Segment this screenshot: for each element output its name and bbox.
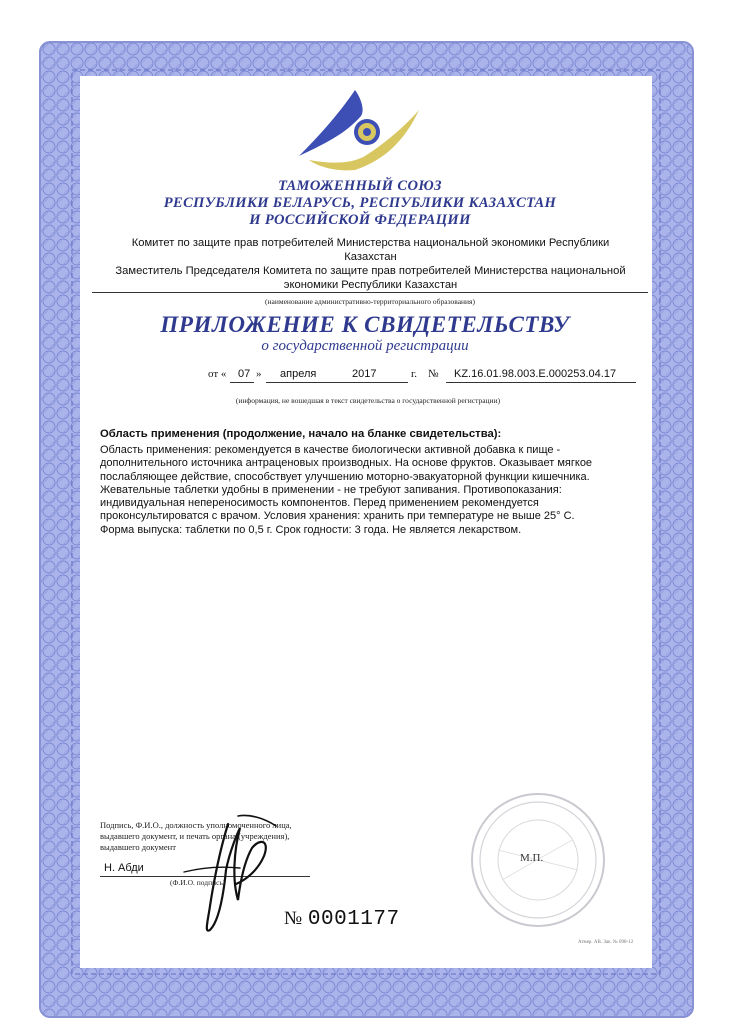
body-line: индивидуальная непереносимость компонентов. Перед применением рекомендуется xyxy=(100,497,539,510)
date-prefix: от « xyxy=(208,368,227,380)
date-day: 07 xyxy=(238,368,251,380)
serial-number xyxy=(284,908,400,931)
union-heading-line-2: РЕСПУБЛИКИ БЕЛАРУСЬ, РЕСПУБЛИКИ КАЗАХСТАН xyxy=(163,195,557,211)
signature-caption-line: выдавшего документ xyxy=(100,842,176,852)
authority-line-1: Комитет по защите прав потребителей Министерства национальной экономики Республики xyxy=(131,237,610,249)
customs-union-emblem-icon xyxy=(295,86,425,172)
body-text xyxy=(100,444,640,537)
body-line: проконсультироватся с врачом. Условия хранения: хранить при температуре не выше 25° С. xyxy=(100,510,575,523)
authority-hint: (наименование административно-территориального образования) xyxy=(264,297,475,306)
body-line: Форма выпуска: таблетки по 0,5 г. Срок годности: 3 года. Не является лекарством. xyxy=(100,523,522,536)
date-month: апреля xyxy=(280,368,317,380)
authority-underline xyxy=(92,292,648,293)
signature-caption-line: Подпись, Ф.И.О., должность уполномоченного лица, xyxy=(100,820,292,830)
union-heading-line-1: ТАМОЖЕННЫЙ СОЮЗ xyxy=(278,178,442,194)
handwritten-signature-icon xyxy=(180,810,290,940)
authority-line-3: Заместитель Председателя Комитета по защите прав потребителей Министерства национальной xyxy=(115,265,626,277)
authority-line-2: Казахстан xyxy=(344,251,397,263)
date-close-quote: » xyxy=(256,368,262,380)
month-year-underline xyxy=(266,382,408,383)
print-mark: Атмер. АВ. Зак. № 098-12 xyxy=(578,940,634,945)
registration-number-sign: № xyxy=(428,368,439,380)
section-heading: Область применения (продолжение, начало на бланке свидетельства): xyxy=(100,428,502,440)
body-line: Область применения: рекомендуется в качестве биологически активной добавка к пище - xyxy=(100,444,561,456)
day-underline xyxy=(230,382,254,383)
body-line: послабляющее действие, способствует улучшению моторно-эвакуаторной функции кишечника. xyxy=(100,470,590,483)
serial-number-sign: № xyxy=(284,908,303,929)
serial-number-value: 0001177 xyxy=(307,908,400,931)
signer-name: Н. Абди xyxy=(104,862,144,874)
fio-hint: (Ф.И.О. подпись) xyxy=(170,878,226,887)
signature-caption-line: выдавшего документ, и печать органа (учреждения), xyxy=(100,831,290,841)
authority-line-4: экономики Республики Казахстан xyxy=(283,279,458,291)
body-line: Жевательные таблетки удобны в применении - не требуют запивания. Противопоказания: xyxy=(100,483,562,496)
body-line: дополнительного источника антраценовых производных. На основе фруктов. Оказывает мягкое xyxy=(100,457,593,470)
document-title: ПРИЛОЖЕНИЕ К СВИДЕТЕЛЬСТВУ xyxy=(160,312,570,337)
number-underline xyxy=(446,382,636,383)
union-heading-line-3: И РОССИЙСКОЙ ФЕДЕРАЦИИ xyxy=(249,212,471,228)
registration-number: KZ.16.01.98.003.E.000253.04.17 xyxy=(454,368,617,380)
date-year-suffix: г. xyxy=(411,368,418,380)
document-subtitle: о государственной регистрации xyxy=(261,338,469,354)
info-hint: (информация, не вошедшая в текст свидетельства о государственной регистрации) xyxy=(235,396,501,405)
date-year: 2017 xyxy=(352,368,377,380)
seal-label: М.П. xyxy=(520,852,544,864)
